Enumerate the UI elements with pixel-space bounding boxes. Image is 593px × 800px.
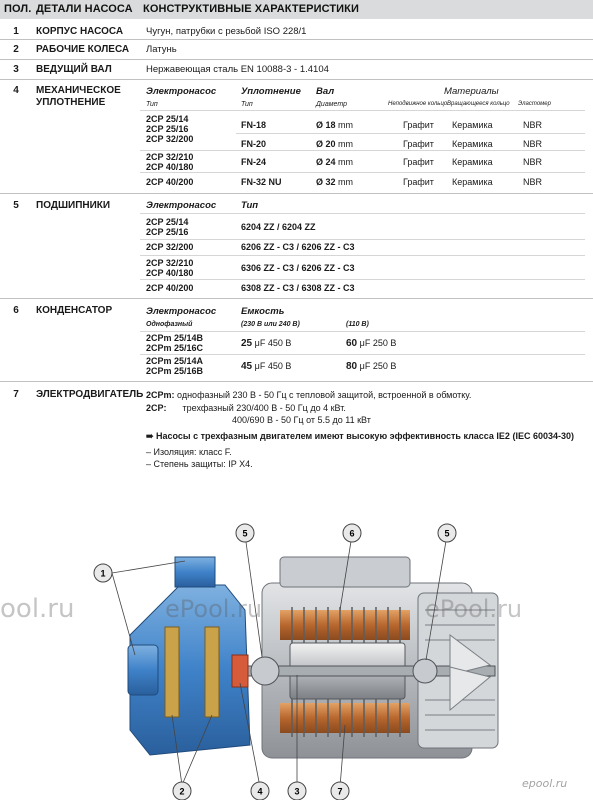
terminal-box bbox=[280, 557, 410, 587]
motor-desc: трехфазный 230/400 В - 50 Гц до 4 кВт. bbox=[182, 403, 346, 413]
model-name: 2CP 32/210 bbox=[146, 258, 194, 268]
model-list bbox=[146, 356, 203, 376]
table-rule bbox=[140, 172, 585, 173]
fixed-ring-material: Графит bbox=[403, 177, 434, 187]
model-list bbox=[146, 152, 193, 172]
motor-desc: однофазный 230 В - 50 Гц с тепловой защитой, встроенной в обмотку. bbox=[177, 390, 472, 400]
diameter-unit: mm bbox=[338, 157, 354, 167]
capacitor-value bbox=[346, 338, 396, 349]
col-header-shaft: Вал bbox=[316, 86, 335, 97]
elastomer-material: NBR bbox=[523, 120, 543, 130]
model-name: 2CP 32/210 bbox=[146, 152, 194, 162]
table-rule bbox=[140, 239, 585, 240]
part-name: ПОДШИПНИКИ bbox=[36, 200, 111, 211]
row-divider bbox=[0, 193, 593, 194]
insulation-class: – Изоляция: класс F. bbox=[146, 447, 232, 457]
table-rule bbox=[140, 213, 585, 214]
bearing-type: 6308 ZZ - C3 / 6308 ZZ - C3 bbox=[241, 283, 355, 293]
model-name: 2CP 25/14 bbox=[146, 114, 189, 124]
model-name: 2CP 25/16 bbox=[146, 227, 189, 237]
table-rule bbox=[140, 354, 585, 355]
row-num: 7 bbox=[13, 389, 19, 400]
motor-line: 400/690 В - 50 Гц от 5.5 до 11 кВт bbox=[232, 415, 371, 425]
callout-label: 5 bbox=[242, 528, 248, 539]
capacitance-number: 25 bbox=[241, 338, 253, 349]
part-name: КОРПУС НАСОСА bbox=[36, 26, 124, 37]
part-value: Нержавеющая сталь EN 10088-3 - 1.4104 bbox=[146, 64, 329, 75]
diameter-value: Ø 32 bbox=[316, 177, 336, 187]
row-divider bbox=[0, 298, 593, 299]
row-divider bbox=[0, 79, 593, 80]
table-rule bbox=[236, 133, 585, 134]
sub-header-fixed-ring: Неподвижное кольцо bbox=[388, 101, 448, 107]
table-rule bbox=[140, 331, 585, 332]
sub-header-voltage-110: (110 В) bbox=[346, 321, 369, 328]
seal-type: FN-32 NU bbox=[241, 177, 282, 187]
sub-header-diameter: Диаметр bbox=[316, 101, 347, 108]
model-name: 2CPm 25/14A bbox=[146, 356, 204, 366]
row-num: 4 bbox=[13, 85, 19, 96]
capacitance-unit: μF 250 В bbox=[359, 361, 397, 371]
row-num: 5 bbox=[13, 200, 19, 211]
efficiency-note: ➠ Насосы с трехфазным двигателем имеют высокую эффективность класса IE2 (IEC 60034-30) bbox=[146, 431, 574, 441]
model-list bbox=[146, 333, 203, 353]
part-name-line: МЕХАНИЧЕСКОЕ bbox=[36, 85, 121, 96]
header-specs: КОНСТРУКТИВНЫЕ ХАРАКТЕРИСТИКИ bbox=[143, 3, 359, 15]
model-name: 2CP 25/14 bbox=[146, 217, 189, 227]
mechanical-seal bbox=[232, 655, 248, 687]
col-header-seal: Уплотнение bbox=[241, 86, 301, 97]
capacitor-value bbox=[241, 361, 291, 372]
row-divider bbox=[0, 59, 593, 60]
part-name: ЭЛЕКТРОДВИГАТЕЛЬ bbox=[36, 389, 144, 400]
seal-type: FN-20 bbox=[241, 139, 267, 149]
callout-label: 4 bbox=[257, 786, 263, 797]
impeller-2 bbox=[205, 627, 219, 717]
callout-label: 2 bbox=[179, 786, 185, 797]
watermark-logo: epool.ru bbox=[522, 777, 568, 790]
elastomer-material: NBR bbox=[523, 157, 543, 167]
bearing-front bbox=[251, 657, 279, 685]
table-rule bbox=[140, 150, 585, 151]
part-name-line: УПЛОТНЕНИЕ bbox=[36, 97, 106, 108]
model-name: 2CP 32/200 bbox=[146, 242, 194, 252]
model-name: 2CPm 25/16B bbox=[146, 366, 204, 376]
capacitance-number: 80 bbox=[346, 361, 358, 372]
model-name: 2CP 40/180 bbox=[146, 268, 194, 278]
bearing-type: 6206 ZZ - C3 / 6206 ZZ - C3 bbox=[241, 242, 355, 252]
model-list bbox=[146, 217, 188, 237]
seal-type: FN-18 bbox=[241, 120, 267, 130]
model-name: 2CP 25/16 bbox=[146, 124, 189, 134]
fixed-ring-material: Графит bbox=[403, 157, 434, 167]
callout-label: 5 bbox=[444, 528, 450, 539]
col-header-pump: Электронасос bbox=[146, 306, 217, 317]
model-name: 2CP 32/200 bbox=[146, 134, 194, 144]
fixed-ring-material: Графит bbox=[403, 120, 434, 130]
model-list bbox=[146, 258, 193, 278]
sub-header-single-phase: Однофазный bbox=[146, 321, 193, 328]
table-rule bbox=[140, 110, 585, 111]
elastomer-material: NBR bbox=[523, 139, 543, 149]
callout-label: 3 bbox=[294, 786, 300, 797]
model-list bbox=[146, 114, 193, 144]
capacitance-unit: μF 450 В bbox=[254, 361, 292, 371]
watermark-text: ePool.ru bbox=[425, 595, 523, 623]
stator-winding-top bbox=[280, 610, 410, 640]
bearing-type: 6204 ZZ / 6204 ZZ bbox=[241, 222, 316, 232]
capacitance-unit: μF 250 В bbox=[359, 338, 397, 348]
bearing-rear bbox=[413, 659, 437, 683]
col-header-pump: Электронасос bbox=[146, 200, 217, 211]
row-num: 1 bbox=[13, 26, 19, 37]
diameter-value: Ø 24 bbox=[316, 157, 336, 167]
watermark-text: ePool.ru bbox=[165, 595, 263, 623]
row-divider bbox=[0, 381, 593, 382]
table-header bbox=[0, 0, 593, 19]
row-num: 3 bbox=[13, 64, 19, 75]
fixed-ring-material: Графит bbox=[403, 139, 434, 149]
rotating-ring-material: Керамика bbox=[452, 120, 493, 130]
sub-header-type: Тип bbox=[146, 101, 158, 108]
part-value: Чугун, патрубки с резьбой ISO 228/1 bbox=[146, 26, 307, 37]
diameter-unit: mm bbox=[338, 120, 354, 130]
model-name: 2CPm 25/16C bbox=[146, 343, 204, 353]
header-parts: ДЕТАЛИ НАСОСА bbox=[36, 3, 133, 15]
capacitance-number: 45 bbox=[241, 361, 253, 372]
suction-port bbox=[128, 645, 158, 695]
table-rule bbox=[140, 279, 585, 280]
model-name: 2CP 40/200 bbox=[146, 177, 194, 187]
col-header-capacity: Емкость bbox=[241, 306, 285, 317]
part-name: КОНДЕНСАТОР bbox=[36, 305, 113, 316]
sub-header-elastomer: Эластомер bbox=[518, 101, 551, 107]
motor-line bbox=[146, 403, 346, 413]
diameter-unit: mm bbox=[338, 177, 354, 187]
row-num: 2 bbox=[13, 44, 19, 55]
impeller-1 bbox=[165, 627, 179, 717]
callout-label: 7 bbox=[337, 786, 343, 797]
col-header-type: Тип bbox=[241, 200, 259, 211]
capacitor-value bbox=[346, 361, 396, 372]
sub-header-type: Тип bbox=[241, 101, 253, 108]
diameter-value: Ø 20 bbox=[316, 139, 336, 149]
protection-degree: – Степень защиты: IP X4. bbox=[146, 459, 253, 469]
motor-model: 2CP: bbox=[146, 403, 167, 413]
row-num: 6 bbox=[13, 305, 19, 316]
part-name: РАБОЧИЕ КОЛЕСА bbox=[36, 44, 130, 55]
shaft-diameter bbox=[316, 120, 353, 130]
rotating-ring-material: Керамика bbox=[452, 157, 493, 167]
shaft-diameter bbox=[316, 139, 353, 149]
motor-model: 2CPm: bbox=[146, 390, 175, 400]
part-name: ВЕДУЩИЙ ВАЛ bbox=[36, 64, 112, 75]
callout-label: 1 bbox=[100, 568, 106, 579]
shaft-diameter bbox=[316, 157, 353, 167]
header-pos: ПОЛ. bbox=[4, 3, 32, 15]
rotating-ring-material: Керамика bbox=[452, 177, 493, 187]
rotating-ring-material: Керамика bbox=[452, 139, 493, 149]
diameter-unit: mm bbox=[338, 139, 354, 149]
part-name bbox=[36, 85, 121, 109]
seal-type: FN-24 bbox=[241, 157, 267, 167]
bearing-type: 6306 ZZ - C3 / 6206 ZZ - C3 bbox=[241, 263, 355, 273]
elastomer-material: NBR bbox=[523, 177, 543, 187]
part-value: Латунь bbox=[146, 44, 177, 55]
motor-line bbox=[146, 390, 471, 400]
row-divider bbox=[0, 39, 593, 40]
pump-cutaway-diagram bbox=[0, 515, 593, 800]
shaft-diameter bbox=[316, 177, 353, 187]
capacitance-unit: μF 450 В bbox=[254, 338, 292, 348]
model-name: 2CP 40/200 bbox=[146, 283, 194, 293]
watermark-text: ool.ru bbox=[0, 594, 75, 624]
col-header-pump: Электронасос bbox=[146, 86, 217, 97]
col-header-materials: Материалы bbox=[444, 86, 499, 97]
capacitor-value bbox=[241, 338, 291, 349]
model-name: 2CP 40/180 bbox=[146, 162, 194, 172]
model-name: 2CPm 25/14B bbox=[146, 333, 204, 343]
sub-header-voltage-230: (230 В или 240 В) bbox=[241, 321, 300, 328]
sub-header-rotating-ring: Вращающееся кольцо bbox=[447, 101, 510, 107]
diameter-value: Ø 18 bbox=[316, 120, 336, 130]
callout-label: 6 bbox=[349, 528, 355, 539]
capacitance-number: 60 bbox=[346, 338, 358, 349]
table-rule bbox=[140, 255, 585, 256]
